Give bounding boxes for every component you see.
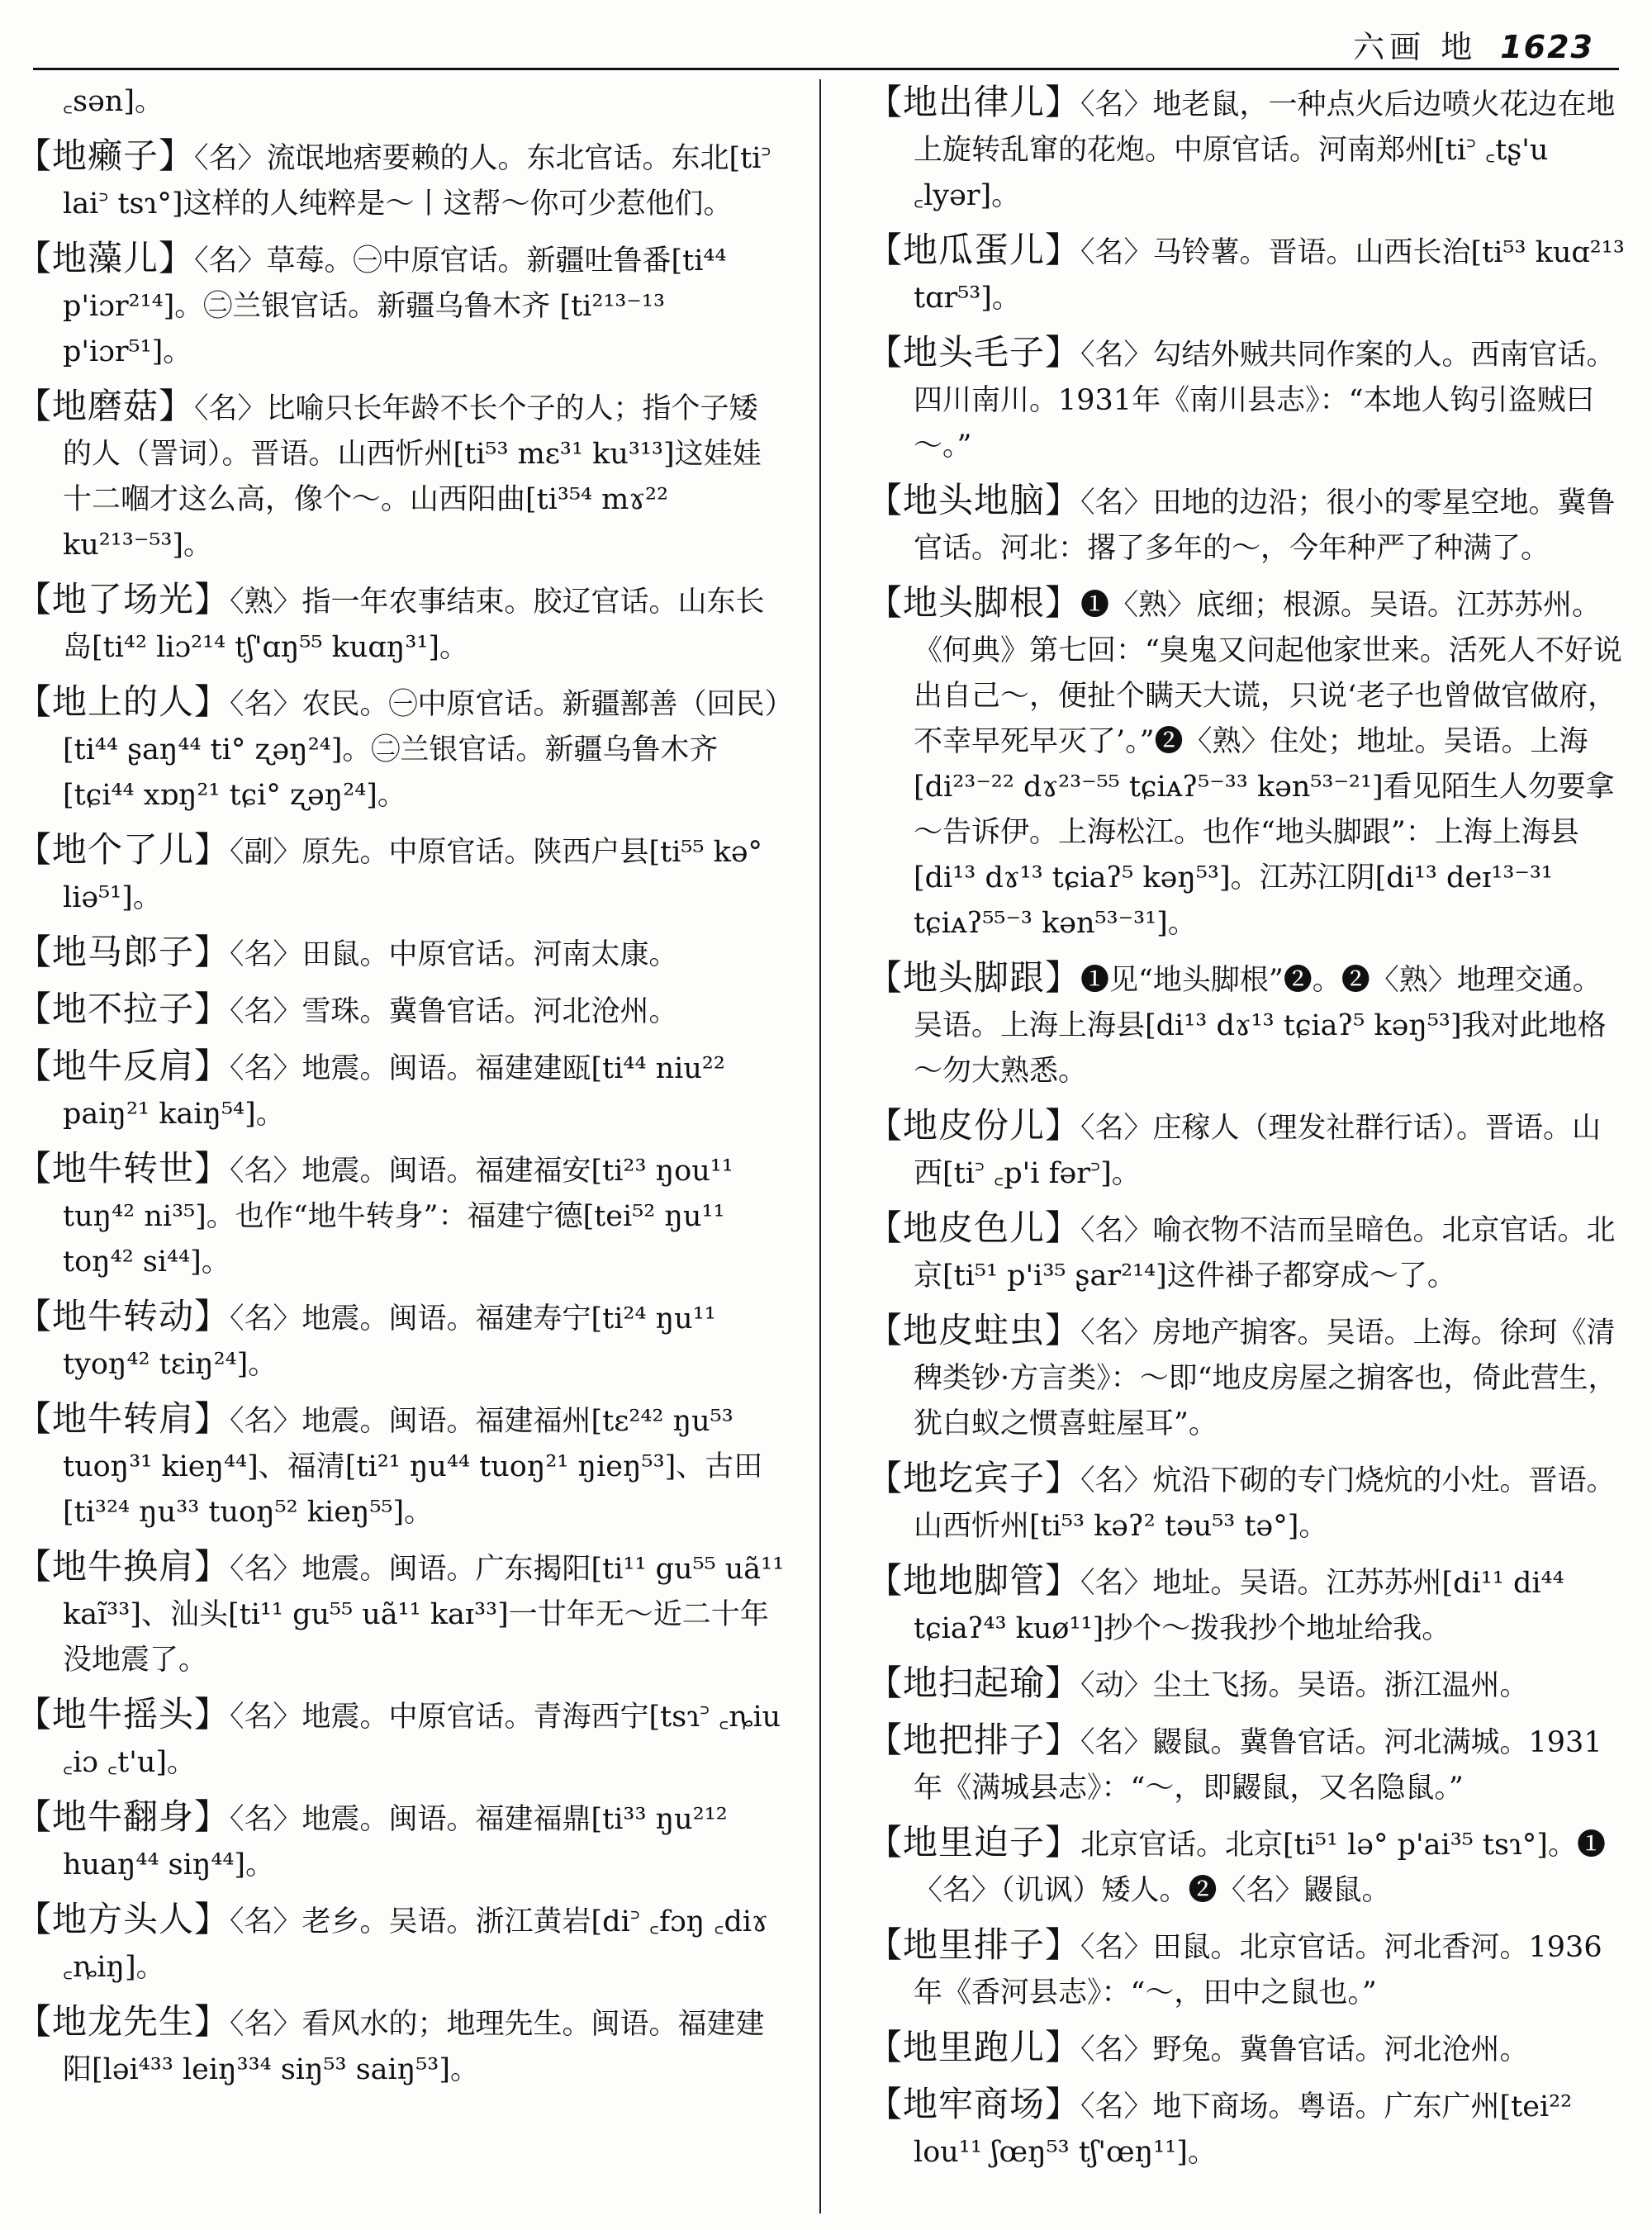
page-header (0, 0, 1652, 74)
dictionary-entry (867, 580, 1627, 947)
definition: 〈名〉炕沿下砌的专门烧炕的小灶。晋语。山西忻州[ti⁵³ kəʔ² təu⁵³ tə°]。 (914, 1464, 1616, 1543)
running-head (1353, 21, 1594, 67)
definition: 〈名〉地震。中原官话。青海西宁[tsɿ꜄ ꜀ȵiu ꜀iɔ ꜀t'u]。 (63, 1701, 781, 1779)
definition: 〈名〉田鼠。中原官话。河南太康。 (230, 938, 678, 971)
definition: 〈名〉房地产掮客。吴语。上海。徐珂《清稗类钞·方言类》：～即“地皮房屋之掮客也，倚此营生，犹白蚁之惯喜蛀屋耳”。 (914, 1317, 1617, 1440)
headword: 【地皮色儿】 (867, 1208, 1081, 1248)
dictionary-entry (867, 2081, 1627, 2175)
dictionary-entry (17, 1794, 785, 1888)
definition: 〈名〉地震。闽语。福建寿宁[ti²⁴ ŋu¹¹ tyoŋ⁴² tɛiŋ²⁴]。 (63, 1302, 716, 1381)
dictionary-entry (867, 79, 1627, 219)
headword: 【地龙先生】 (17, 2001, 230, 2042)
definition: 〈名〉地震。闽语。福建福安[ti²³ ŋou¹¹ tuŋ⁴² ni³⁵]。也作“地牛转身”：福建宁德[tei⁵² ŋu¹¹ toŋ⁴² si⁴⁴]。 (63, 1155, 733, 1279)
definition: ❶〈熟〉底细；根源。吴语。江苏苏州。《何典》第七回：“臭鬼又问起他家世来。活死人不好说出自己～，便扯个瞒天大谎，只说‘老子也曾做官做府，不幸早死早灭了’。”❷〈熟〉住处；地址。吴语。上海[di²³⁻²² dɤ²³⁻⁵⁵ tɕiᴀʔ⁵⁻³³ kən⁵³⁻²¹]看见陌生人勿要拿～告诉伊。上海松江。也作“地头脚跟”：上海上海县[di¹³ dɤ¹³ tɕiaʔ⁵ kəŋ⁵³]。江苏江阴[di¹³ deɪ¹³⁻³¹ tɕiᴀʔ⁵⁵⁻³ kən⁵³⁻³¹]。 (914, 589, 1622, 940)
headword: 【地牛转动】 (17, 1296, 230, 1336)
definition: 北京官话。北京[ti⁵¹ lə° p'ai³⁵ tsɿ°]。❶〈名〉（讥讽）矮人。❷〈名〉鼹鼠。 (914, 1829, 1606, 1907)
definition: 〈名〉野兔。冀鲁官话。河北沧州。 (1080, 2033, 1529, 2066)
dictionary-entry (17, 1146, 785, 1285)
dictionary-entry (867, 1717, 1627, 1811)
headword: 【地出律儿】 (867, 82, 1081, 122)
headword: 【地扫起瑜】 (867, 1663, 1081, 1703)
headword: 【地头地脑】 (867, 480, 1081, 520)
definition: 〈名〉雪珠。冀鲁官话。河北沧州。 (230, 995, 678, 1028)
definition: 〈名〉草莓。㊀中原官话。新疆吐鲁番[ti⁴⁴ p'iɔr²¹⁴]。㊁兰银官话。新疆乌鲁木齐 [ti²¹³⁻¹³ p'iɔr⁵¹]。 (63, 244, 727, 368)
headword: 【地方头人】 (17, 1899, 230, 1939)
headword: 【地里跑儿】 (867, 2027, 1081, 2067)
headword: 【地上的人】 (17, 681, 230, 722)
left-column (17, 79, 785, 2213)
dictionary-entry (17, 133, 785, 227)
headword: 【地不拉子】 (17, 989, 230, 1029)
definition: 〈名〉田鼠。北京官话。河北香河。1936年《香河县志》：“～，田中之鼠也。” (914, 1931, 1602, 2009)
dictionary-entry (17, 1293, 785, 1388)
definition: 〈名〉地震。闽语。广东揭阳[ti¹¹ gu⁵⁵ uã¹¹ kaĩ³³]、汕头[ti¹¹ gu⁵⁵ uã¹¹ kaɪ³³]一廿年无～近二十年没地震了。 (63, 1553, 785, 1677)
headword: 【地瓜蛋儿】 (867, 230, 1081, 270)
headword: 【地藻儿】 (17, 238, 195, 278)
dictionary-entry (867, 1922, 1627, 2016)
headword: 【地把排子】 (867, 1720, 1081, 1760)
headword: 【地皮蛀虫】 (867, 1310, 1081, 1350)
dictionary-entry (867, 1820, 1627, 1914)
definition: 〈名〉庄稼人（理发社群行话）。晋语。山西[ti꜄ ꜀p'i fər꜄]。 (914, 1112, 1602, 1190)
definition: 〈名〉老乡。吴语。浙江黄岩[di꜄ ꜀fɔŋ ꜀diɤ ꜀ȵiŋ]。 (63, 1905, 768, 1984)
dictionary-entry (867, 1205, 1627, 1299)
dictionary-entry (867, 227, 1627, 321)
dictionary-entry (867, 330, 1627, 469)
headword: 【地牛转世】 (17, 1148, 230, 1189)
definition: 〈名〉农民。㊀中原官话。新疆鄯善（回民）[ti⁴⁴ ʂaŋ⁴⁴ ti° ʐəŋ²⁴]。㊁兰银官话。新疆乌鲁木齐[tɕi⁴⁴ xɒŋ²¹ tɕi° ʐəŋ²⁴]。 (63, 688, 780, 812)
definition: 〈名〉流氓地痞要赖的人。东北官话。东北[ti꜄ lai꜄ tsɿ°]这样的人纯粹是～丨这帮～你可少惹他们。 (63, 142, 771, 221)
definition: 〈动〉尘土飞扬。吴语。浙江温州。 (1080, 1669, 1529, 1702)
dictionary-entry (867, 1103, 1627, 1197)
definition: ❶见“地头脚根”❷。❷〈熟〉地理交通。吴语。上海上海县[di¹³ dɤ¹³ tɕiaʔ⁵ kəŋ⁵³]我对此地格～勿大熟悉。 (914, 964, 1607, 1088)
headword: 【地马郎子】 (17, 932, 230, 972)
definition: 〈名〉地老鼠，一种点火后边喷火花边在地上旋转乱窜的花炮。中原官话。河南郑州[ti꜄ ꜀tʂ'u ꜀lyər]。 (914, 88, 1616, 212)
definition: 〈名〉地下商场。粤语。广东广州[tei²² lou¹¹ ʃœŋ⁵³ tʃ'œŋ¹¹]。 (914, 2090, 1573, 2169)
dictionary-entry (17, 679, 785, 818)
dictionary-entry (17, 1043, 785, 1137)
definition: 〈名〉马铃薯。晋语。山西长治[ti⁵³ kuɑ²¹³ tɑr⁵³]。 (914, 236, 1625, 315)
headword: 【地牛翻身】 (17, 1796, 230, 1837)
definition: 〈名〉地震。闽语。福建福鼎[ti³³ ŋu²¹² huaŋ⁴⁴ siŋ⁴⁴]。 (63, 1803, 728, 1881)
dictionary-entry (17, 986, 785, 1035)
dictionary-entry (867, 1558, 1627, 1652)
dictionary-entry (867, 477, 1627, 572)
dictionary-entry (17, 383, 785, 568)
headword: 【地皮份儿】 (867, 1105, 1081, 1146)
dictionary-entry (17, 1396, 785, 1535)
dictionary-entry (17, 1999, 785, 2093)
headword: 【地牛反肩】 (17, 1046, 230, 1086)
dictionary-entry (867, 1455, 1627, 1549)
definition: 〈名〉勾结外贼共同作案的人。西南官话。四川南川。1931年《南川县志》：“本地人钩引盗贼曰～。” (914, 339, 1616, 463)
definition: 〈名〉地震。闽语。福建福州[tɛ²⁴² ŋu⁵³ tuoŋ³¹ kieŋ⁴⁴]、福清[ti²¹ ŋu⁴⁴ tuoŋ²¹ ŋieŋ⁵³]、古田[ti³²⁴ ŋu³³ tuoŋ⁵² kieŋ⁵⁵]。 (63, 1405, 763, 1529)
headword: 【地癞子】 (17, 135, 195, 176)
headword: 【地圪宾子】 (867, 1458, 1081, 1498)
headword: 【地个了儿】 (17, 829, 230, 870)
header-rule (33, 68, 1619, 70)
headword: 【地里迫子】 (867, 1822, 1081, 1862)
definition: 〈名〉田地的边沿；很小的零星空地。冀鲁官话。河北：撂了多年的～，今年种严了种满了。 (914, 486, 1616, 565)
right-column (867, 79, 1627, 2213)
section-title: 六画 地 (1353, 29, 1478, 65)
dictionary-entry (867, 1307, 1627, 1447)
definition: 〈名〉地址。吴语。江苏苏州[di¹¹ di⁴⁴ tɕiaʔ⁴³ kuø¹¹]抄个～拨我抄个地址给我。 (914, 1567, 1564, 1645)
definition: 〈名〉地震。闽语。福建建瓯[ti⁴⁴ niu²² paiŋ²¹ kaiŋ⁵⁴]。 (63, 1052, 725, 1131)
dictionary-entry (17, 235, 785, 375)
headword: 【地头毛子】 (867, 332, 1081, 372)
definition: 〈名〉喻衣物不洁而呈暗色。北京官话。北京[ti⁵¹ p'i³⁵ ʂar²¹⁴]这件褂子都穿成～了。 (914, 1214, 1616, 1293)
continuation-text: ꜀sən]。 (63, 85, 164, 118)
column-divider (819, 79, 821, 2213)
definition: 〈副〉原先。中原官话。陕西户县[ti⁵⁵ kə° liə⁵¹]。 (63, 836, 763, 914)
headword: 【地牛摇头】 (17, 1694, 230, 1734)
dictionary-entry (17, 576, 785, 671)
definition: 〈名〉鼹鼠。冀鲁官话。河北满城。1931年《满城县志》：“～，即鼹鼠，又名隐鼠。” (914, 1726, 1602, 1805)
headword: 【地磨菇】 (17, 386, 195, 426)
dictionary-entry (17, 1896, 785, 1990)
definition: 〈名〉比喻只长年龄不长个子的人；指个子矮的人（詈词）。晋语。山西忻州[ti⁵³ mɛ³¹ ku³¹³]这娃娃十二嗰才这么高，像个～。山西阳曲[ti³⁵⁴ mɤ²² ku²¹³⁻⁵³]。 (63, 392, 762, 562)
headword: 【地里排子】 (867, 1924, 1081, 1965)
headword: 【地地脚管】 (867, 1560, 1081, 1601)
headword: 【地头脚跟】 (867, 957, 1081, 998)
definition: 〈名〉看风水的；地理先生。闽语。福建建阳[ləi⁴³³ leiŋ³³⁴ siŋ⁵³ saiŋ⁵³]。 (63, 2008, 765, 2086)
page-number: 1623 (1500, 29, 1594, 65)
dictionary-entry (17, 1544, 785, 1683)
dictionary-entry (17, 1691, 785, 1786)
headword: 【地牛换肩】 (17, 1546, 230, 1587)
headword: 【地了场光】 (17, 579, 230, 619)
dictionary-entry (867, 1660, 1627, 1709)
definition: 〈熟〉指一年农事结束。胶辽官话。山东长岛[ti⁴² liɔ²¹⁴ tʃ'ɑŋ⁵⁵ kuɑŋ³¹]。 (63, 586, 765, 664)
dictionary-entry (867, 2024, 1627, 2073)
dictionary-entry (867, 955, 1627, 1094)
headword: 【地头脚根】 (867, 582, 1081, 623)
headword: 【地牛转肩】 (17, 1398, 230, 1439)
dictionary-entry (17, 827, 785, 921)
headword: 【地牢商场】 (867, 2084, 1081, 2124)
dictionary-entry (17, 929, 785, 978)
